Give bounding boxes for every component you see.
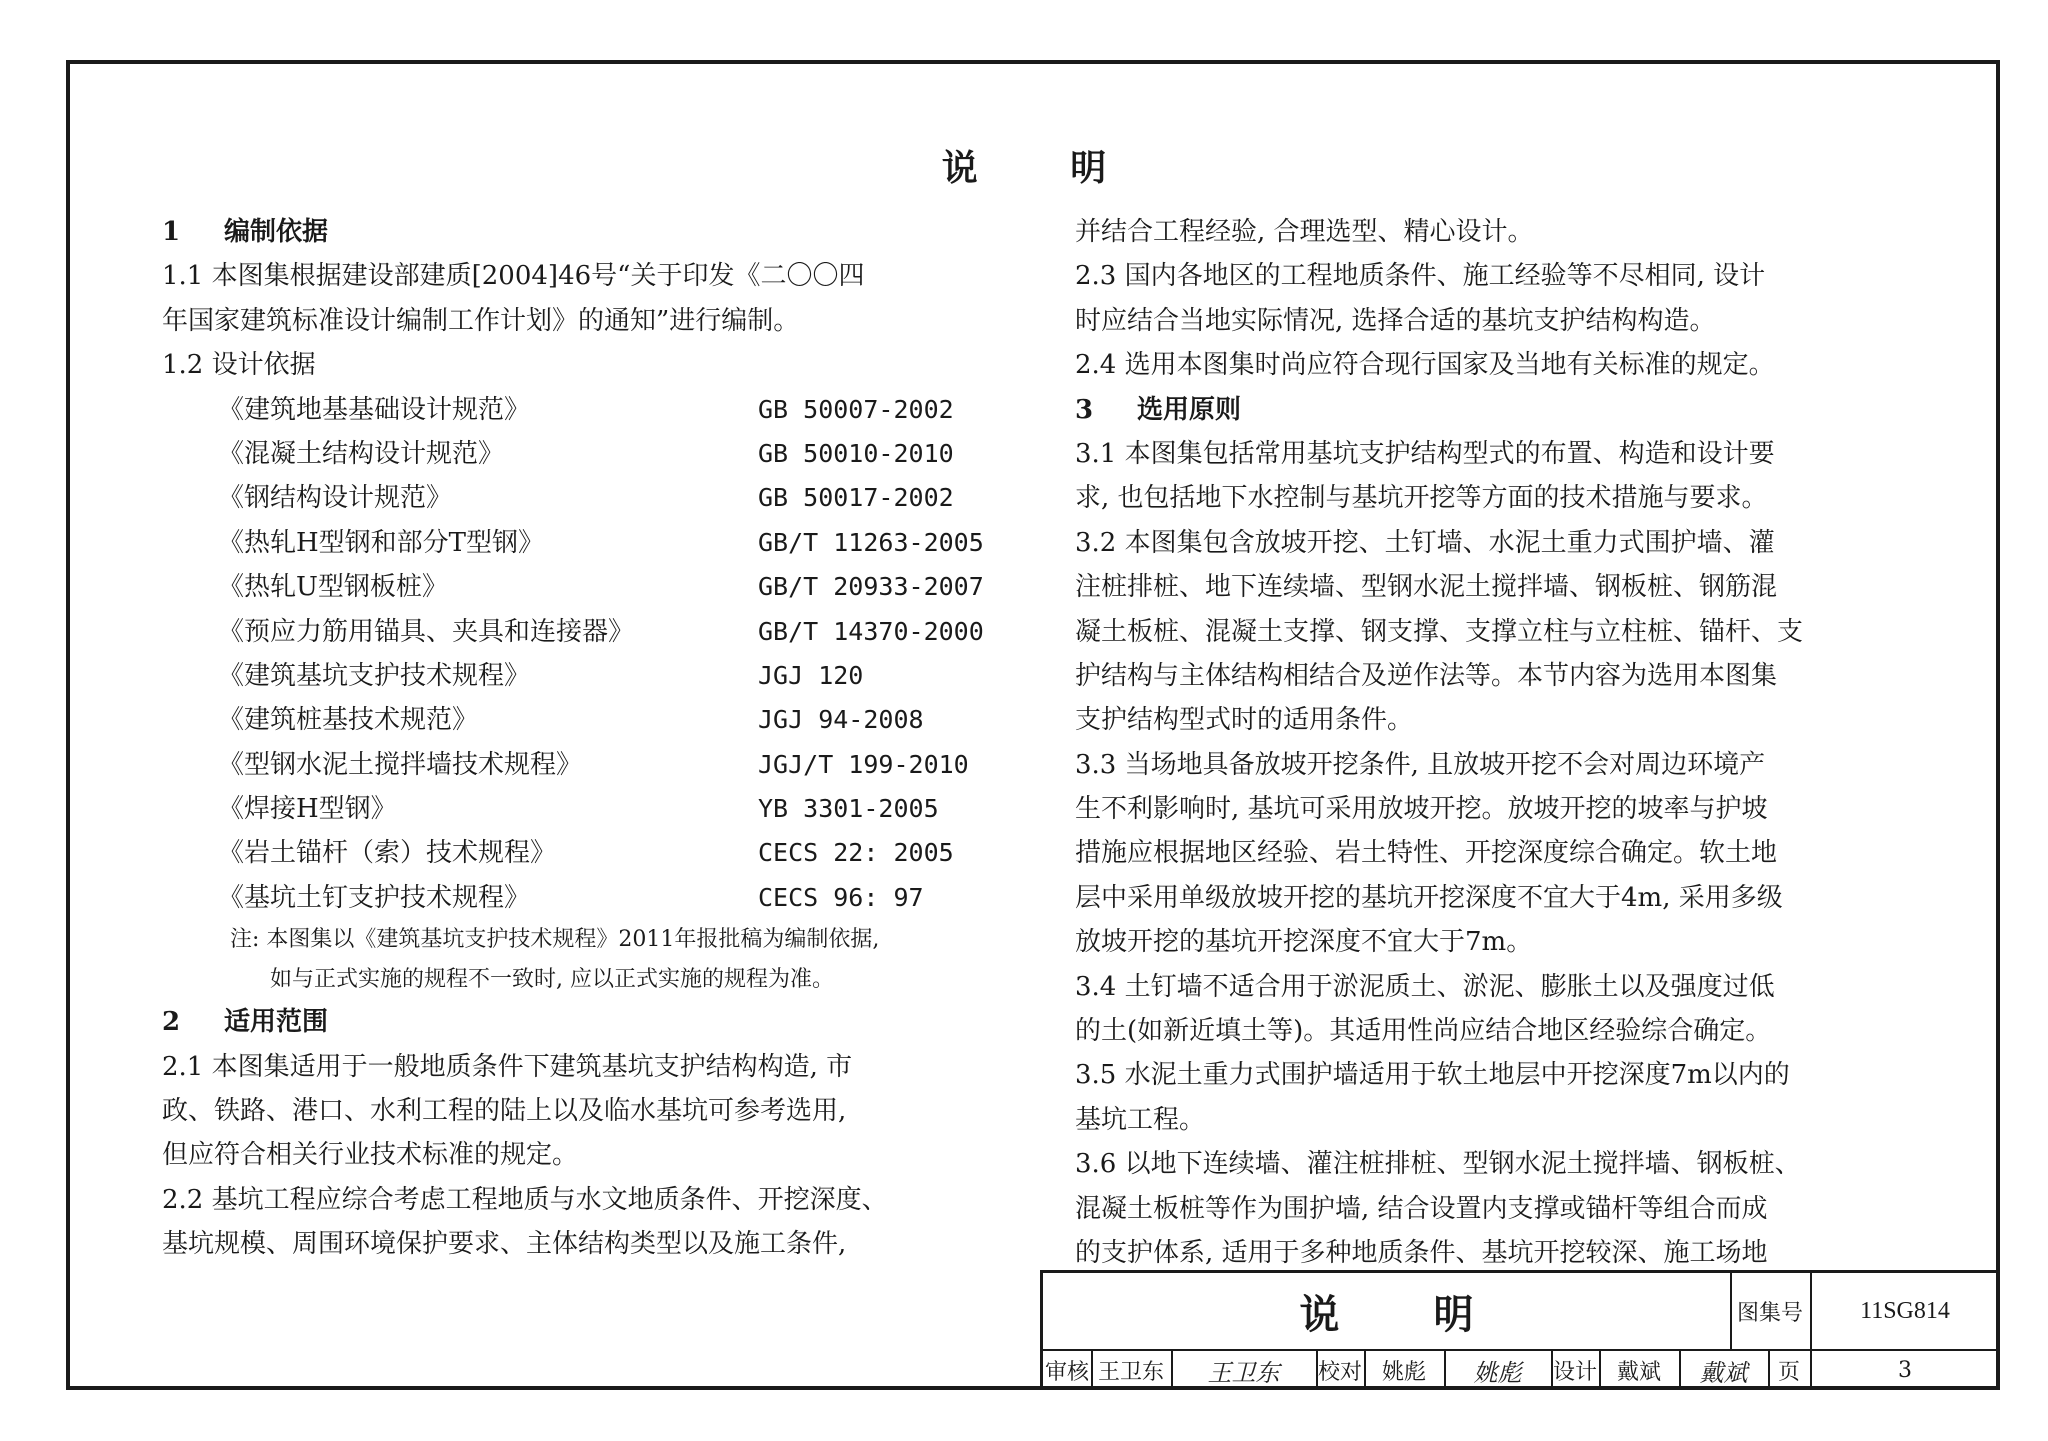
reference-name: 《建筑桩基技术规范》 xyxy=(218,705,479,736)
reference-name: 《型钢水泥土搅拌墙技术规程》 xyxy=(218,749,583,780)
reference-name: 《混凝土结构设计规范》 xyxy=(218,438,505,469)
paragraph-line: 1.2 设计依据 xyxy=(162,350,316,381)
paragraph-line: 的支护体系, 适用于多种地质条件、基坑开挖较深、施工场地 xyxy=(1075,1237,1768,1268)
paragraph-line: 年国家建筑标准设计编制工作计划》的通知”进行编制。 xyxy=(162,305,800,336)
reference-row xyxy=(162,787,1002,831)
reference-name: 《基坑土钉支护技术规程》 xyxy=(218,882,531,913)
paragraph-line: 3.3 当场地具备放坡开挖条件, 且放坡开挖不会对周边环境产 xyxy=(1075,749,1766,780)
note-line: 注: 本图集以《建筑基坑支护技术规程》2011年报批稿为编制依据, xyxy=(230,927,880,953)
signature-row xyxy=(1043,1351,2000,1390)
reference-code: GB/T 11263-2005 xyxy=(758,527,984,557)
reference-code: JGJ 94-2008 xyxy=(758,705,924,735)
section-title: 选用原则 xyxy=(1137,394,1242,425)
paragraph-line: 2.4 选用本图集时尚应符合现行国家及当地有关标准的规定。 xyxy=(1075,350,1775,381)
paragraph-line: 生不利影响时, 基坑可采用放坡开挖。放坡开挖的坡率与护坡 xyxy=(1075,794,1768,825)
paragraph-line: 3.4 土钉墙不适合用于淤泥质土、淤泥、膨胀土以及强度过低 xyxy=(1075,971,1775,1002)
reference-code: GB 50007-2002 xyxy=(758,394,954,424)
paragraph-line: 措施应根据地区经验、岩土特性、开挖深度综合确定。软土地 xyxy=(1075,838,1778,869)
review-label: 审核 xyxy=(1043,1351,1093,1390)
paragraph-line: 2.2 基坑工程应综合考虑工程地质与水文地质条件、开挖深度、 xyxy=(162,1184,888,1215)
paragraph-line: 注桩排桩、地下连续墙、型钢水泥土搅拌墙、钢板桩、钢筋混 xyxy=(1075,572,1778,603)
section-heading xyxy=(162,210,1002,254)
paragraph-line: 3.1 本图集包括常用基坑支护结构型式的布置、构造和设计要 xyxy=(1075,438,1775,469)
reference-row xyxy=(162,388,1002,432)
checker-signature: 姚彪 xyxy=(1444,1351,1553,1390)
reference-name: 《热轧U型钢板桩》 xyxy=(218,572,448,603)
paragraph-line: 但应符合相关行业技术标准的规定。 xyxy=(162,1140,579,1171)
paragraph-line: 凝土板桩、混凝土支撑、钢支撑、支撑立柱与立柱桩、锚杆、支 xyxy=(1075,616,1804,647)
paragraph-line: 并结合工程经验, 合理选型、精心设计。 xyxy=(1075,217,1534,247)
reference-row xyxy=(162,432,1002,476)
checker-name: 姚彪 xyxy=(1364,1351,1446,1390)
reference-name: 《建筑基坑支护技术规程》 xyxy=(218,660,531,691)
title-block-title: 说 明 xyxy=(1043,1273,1732,1349)
page-number: 3 xyxy=(1898,1358,1912,1383)
reference-name: 《热轧H型钢和部分T型钢》 xyxy=(218,527,545,558)
reference-row xyxy=(162,521,1002,565)
section-number: 2 xyxy=(162,1007,181,1038)
reference-name: 《焊接H型钢》 xyxy=(218,794,397,825)
check-label: 校对 xyxy=(1316,1351,1366,1390)
page-title: 说 明 xyxy=(941,147,1147,189)
paragraph-line: 护结构与主体结构相结合及逆作法等。本节内容为选用本图集 xyxy=(1075,660,1778,691)
reference-code: YB 3301-2005 xyxy=(758,794,939,824)
left-column xyxy=(162,210,1002,1267)
section-number: 3 xyxy=(1075,394,1094,425)
reference-row xyxy=(162,876,1002,920)
reference-row xyxy=(162,654,1002,698)
reference-code: JGJ 120 xyxy=(758,660,864,690)
right-column xyxy=(1075,210,1905,1275)
paragraph-line: 2.3 国内各地区的工程地质条件、施工经验等不尽相同, 设计 xyxy=(1075,261,1766,292)
reference-code: GB/T 20933-2007 xyxy=(758,572,984,602)
reviewer-signature: 王卫东 xyxy=(1171,1351,1318,1390)
reference-code: GB/T 14370-2000 xyxy=(758,616,984,646)
section-title: 编制依据 xyxy=(224,217,329,247)
paragraph-line: 支护结构型式时的适用条件。 xyxy=(1075,705,1414,736)
section-heading xyxy=(1075,388,1905,432)
paragraph-line: 时应结合当地实际情况, 选择合适的基坑支护结构构造。 xyxy=(1075,305,1716,336)
paragraph-line: 混凝土板桩等作为围护墙, 结合设置内支撑或锚杆等组合而成 xyxy=(1075,1193,1768,1224)
reference-row xyxy=(162,610,1002,654)
paragraph-line: 3.6 以地下连续墙、灌注桩排桩、型钢水泥土搅拌墙、钢板桩、 xyxy=(1075,1149,1801,1180)
paragraph-line: 2.1 本图集适用于一般地质条件下建筑基坑支护结构构造, 市 xyxy=(162,1051,853,1082)
paragraph-line: 求, 也包括地下水控制与基坑开挖等方面的技术措施与要求。 xyxy=(1075,483,1768,514)
paragraph-line: 基坑工程。 xyxy=(1075,1104,1206,1135)
note-line: 如与正式实施的规程不一致时, 应以正式实施的规程为准。 xyxy=(270,967,834,993)
title-block xyxy=(1040,1270,2000,1390)
atlas-number-label: 图集号 xyxy=(1730,1273,1812,1349)
reference-row xyxy=(162,476,1002,520)
reference-code: CECS 22: 2005 xyxy=(758,838,954,868)
designer-name: 戴斌 xyxy=(1599,1351,1681,1390)
designer-signature: 戴斌 xyxy=(1679,1351,1770,1390)
reference-code: CECS 96: 97 xyxy=(758,882,924,912)
reviewer-name: 王卫东 xyxy=(1091,1351,1173,1390)
paragraph-line: 3.2 本图集包含放坡开挖、土钉墙、水泥土重力式围护墙、灌 xyxy=(1075,527,1775,558)
reference-row xyxy=(162,743,1002,787)
reference-name: 《预应力筋用锚具、夹具和连接器》 xyxy=(218,616,635,647)
reference-name: 《钢结构设计规范》 xyxy=(218,483,453,514)
reference-code: JGJ/T 199-2010 xyxy=(758,749,969,779)
section-title: 适用范围 xyxy=(224,1007,329,1038)
paragraph-line: 3.5 水泥土重力式围护墙适用于软土地层中开挖深度7m以内的 xyxy=(1075,1060,1790,1091)
design-label: 设计 xyxy=(1551,1351,1601,1390)
section-heading xyxy=(162,1000,1002,1044)
atlas-number: 11SG814 xyxy=(1860,1297,1950,1324)
paragraph-line: 基坑规模、周围环境保护要求、主体结构类型以及施工条件, xyxy=(162,1229,847,1260)
paragraph-line: 层中采用单级放坡开挖的基坑开挖深度不宜大于4m, 采用多级 xyxy=(1075,882,1783,913)
paragraph-line: 1.1 本图集根据建设部建质[2004]46号“关于印发《二〇〇四 xyxy=(162,261,865,292)
section-number: 1 xyxy=(162,217,181,247)
paragraph-line: 放坡开挖的基坑开挖深度不宜大于7m。 xyxy=(1075,927,1533,958)
reference-name: 《建筑地基基础设计规范》 xyxy=(218,394,531,425)
paragraph-line: 政、铁路、港口、水利工程的陆上以及临水基坑可参考选用, xyxy=(162,1096,847,1127)
reference-row xyxy=(162,831,1002,875)
reference-row xyxy=(162,565,1002,609)
reference-code: GB 50010-2010 xyxy=(758,438,954,468)
reference-row xyxy=(162,698,1002,742)
paragraph-line: 的土(如新近填土等)。其适用性尚应结合地区经验综合确定。 xyxy=(1075,1016,1772,1047)
reference-name: 《岩土锚杆（索）技术规程》 xyxy=(218,838,557,869)
page-label: 页 xyxy=(1768,1351,1812,1390)
reference-code: GB 50017-2002 xyxy=(758,483,954,513)
